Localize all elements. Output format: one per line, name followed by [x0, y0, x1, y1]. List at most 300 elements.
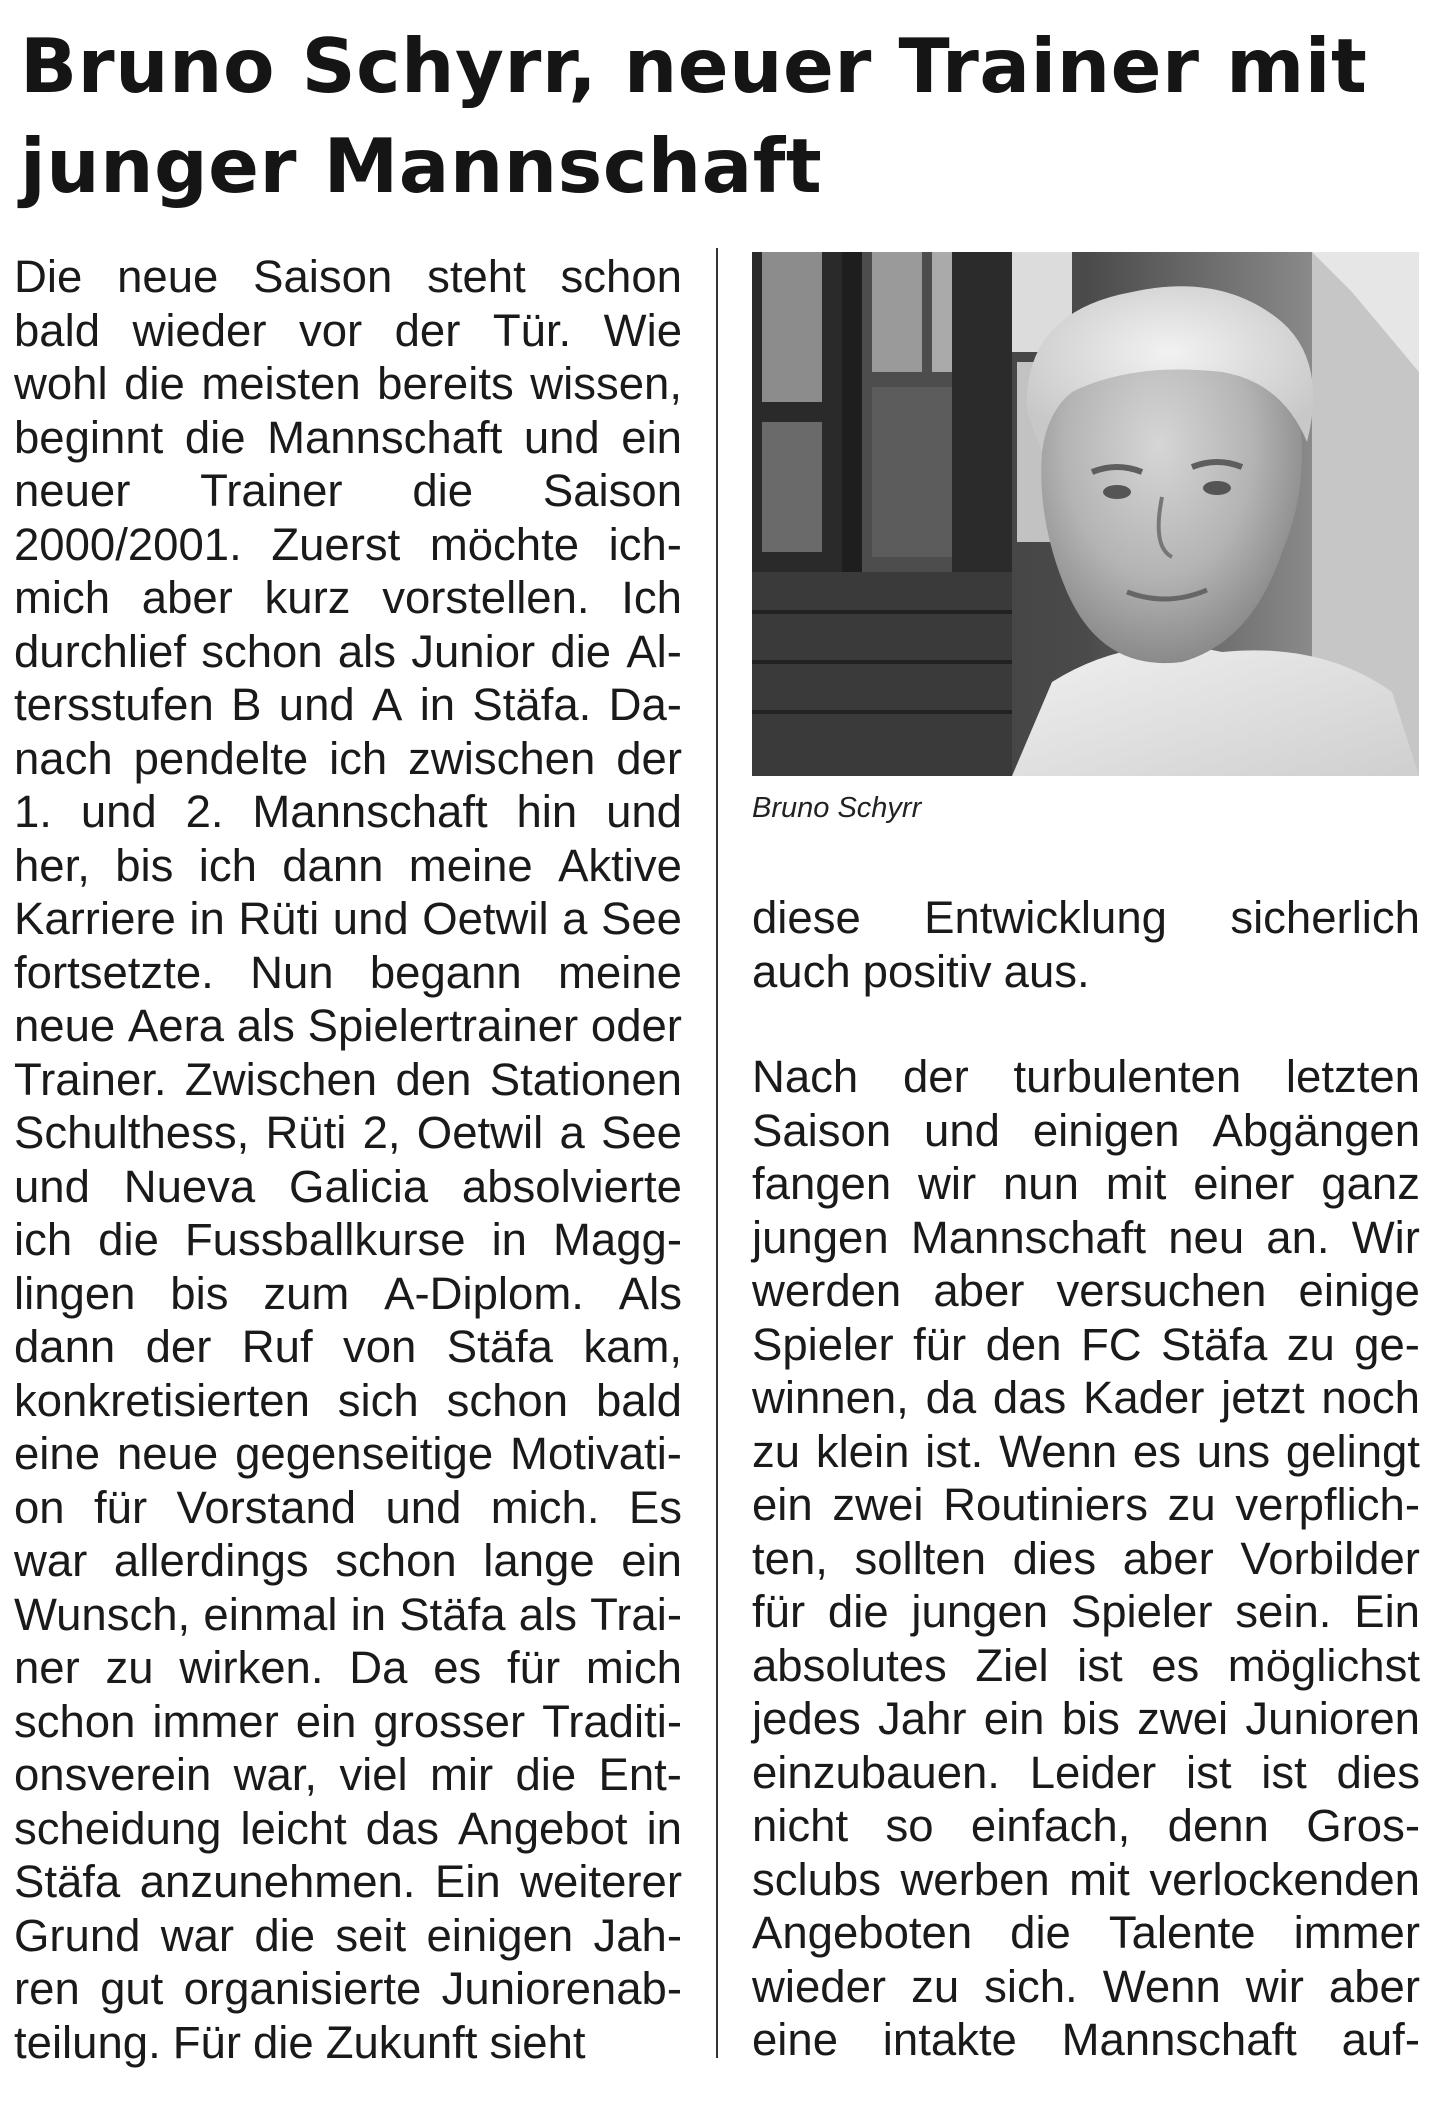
- word: a: [559, 1107, 585, 1158]
- photo-caption: Bruno Schyrr: [752, 792, 922, 824]
- text-line: [14, 518, 682, 572]
- word: Mannschaft: [910, 1211, 1147, 1263]
- word: von: [342, 1321, 417, 1372]
- text-line: [14, 1588, 682, 1642]
- word: 1.: [14, 786, 52, 837]
- word: mich.: [490, 1481, 600, 1533]
- word: immer: [1293, 1907, 1420, 1958]
- text-line: [14, 625, 682, 679]
- word: Ein: [1354, 1586, 1420, 1637]
- word: es: [433, 1642, 482, 1693]
- text-line: [14, 250, 682, 304]
- word: ich: [14, 1214, 73, 1265]
- word: Traditi-: [542, 1695, 682, 1747]
- word: Kader: [1083, 1372, 1205, 1423]
- word: und: [14, 1160, 90, 1212]
- word: Für: [172, 2016, 241, 2068]
- article-headline: [20, 16, 1430, 216]
- word: lingen: [14, 1267, 136, 1319]
- text-line: [14, 1053, 682, 1107]
- word: Saison: [542, 465, 682, 516]
- word: und: [278, 679, 355, 730]
- text-line: [14, 304, 682, 358]
- word: nun: [1002, 1158, 1079, 1209]
- word: Saison: [253, 251, 393, 302]
- word: Wenn: [999, 1425, 1118, 1477]
- word: war: [160, 1909, 235, 1961]
- word: Fussballkurse: [184, 1214, 466, 1265]
- word: fangen: [752, 1158, 892, 1209]
- text-line: [14, 839, 682, 893]
- word: und: [332, 893, 409, 944]
- word: Juniorenab-: [441, 1963, 682, 2014]
- word: der: [902, 1051, 969, 1102]
- word: jetzt: [1221, 1372, 1305, 1423]
- word: weiterer: [520, 1856, 682, 1907]
- word: für: [94, 1481, 148, 1533]
- word: Trainer: [200, 465, 343, 516]
- word: schon: [14, 1695, 136, 1747]
- word: bis: [115, 839, 174, 891]
- text-line: [14, 1213, 682, 1267]
- text-line: [752, 1853, 1420, 1907]
- word: Ruf: [241, 1321, 313, 1372]
- word: Gros-: [1306, 1800, 1420, 1851]
- text-line: [14, 1641, 682, 1695]
- word: Trai-: [590, 1588, 682, 1640]
- word: und: [606, 786, 682, 837]
- word: hin: [516, 786, 578, 837]
- word: immer: [152, 1695, 279, 1747]
- word: dann: [14, 1321, 116, 1372]
- text-line: [14, 732, 682, 786]
- word: teilung.: [14, 2016, 161, 2068]
- word: möglichst: [1227, 1639, 1420, 1691]
- word: mich: [585, 1642, 682, 1693]
- word: klein: [815, 1425, 910, 1477]
- word: Routiniers: [943, 1479, 1148, 1530]
- word: Als: [618, 1267, 682, 1319]
- text-line: [14, 464, 682, 518]
- text-line: [752, 1478, 1420, 1532]
- word: Wie: [603, 304, 682, 356]
- text-line: [752, 1050, 1420, 1104]
- word: das: [992, 1372, 1067, 1423]
- word: der: [616, 732, 682, 784]
- word: der: [394, 304, 461, 356]
- word: Zwischen: [184, 1053, 378, 1105]
- word: der: [145, 1321, 212, 1372]
- word: Grund: [14, 1909, 141, 1961]
- text-line: [752, 1425, 1420, 1479]
- word: aus.: [1003, 945, 1090, 997]
- word: war,: [233, 1749, 318, 1800]
- word: einmal: [203, 1588, 338, 1640]
- word: wissen,: [530, 358, 682, 409]
- word: Spielertrainer: [307, 1000, 579, 1051]
- word: meisten: [201, 358, 361, 409]
- word: kurz: [264, 572, 351, 623]
- word: bis: [1061, 1693, 1120, 1744]
- word: ren: [14, 1963, 80, 2014]
- word: oder: [590, 1000, 682, 1051]
- word: so: [885, 1800, 934, 1851]
- word: für: [507, 1642, 561, 1693]
- text-line: [14, 1374, 682, 1428]
- word: da: [925, 1372, 977, 1423]
- word: mit: [1069, 1853, 1130, 1905]
- word: dies: [1012, 1532, 1097, 1584]
- word: ein: [752, 1479, 813, 1530]
- word: sich: [337, 1374, 419, 1426]
- text-line: [14, 571, 682, 625]
- word: ich: [198, 839, 257, 891]
- word: es: [1151, 1639, 1200, 1691]
- word: Schulthess,: [14, 1107, 250, 1158]
- text-line: [14, 357, 682, 411]
- word: lange: [483, 1535, 595, 1586]
- word: meine: [558, 946, 682, 998]
- word: ich: [329, 732, 388, 784]
- word: auch: [752, 945, 851, 997]
- word: und: [80, 786, 157, 837]
- word: intakte: [882, 2014, 1017, 2065]
- text-line: [14, 1320, 682, 1374]
- word: die: [184, 411, 246, 463]
- word: Tür.: [492, 304, 572, 356]
- word: in: [646, 1802, 682, 1854]
- word: die: [827, 1586, 889, 1637]
- word: Es: [628, 1481, 682, 1533]
- word: die: [252, 2016, 314, 2068]
- text-line: [14, 1160, 682, 1214]
- word: Stäfa: [399, 1588, 506, 1640]
- text-line: [14, 785, 682, 839]
- word: zu: [752, 1425, 801, 1477]
- word: eine: [14, 1428, 101, 1479]
- word: Entwicklung: [924, 892, 1167, 943]
- word: Vorstand: [176, 1481, 357, 1533]
- text-line: [752, 1104, 1420, 1158]
- word: Karriere: [14, 893, 176, 944]
- word: begann: [369, 946, 522, 998]
- text-line: [752, 945, 1420, 999]
- word: Junioren: [1245, 1693, 1420, 1744]
- word: pendelte: [133, 732, 309, 784]
- word: Oetwil: [422, 893, 549, 944]
- text-line: [14, 2016, 682, 2070]
- word: aber: [1328, 1960, 1420, 2012]
- word: Da: [349, 1642, 408, 1693]
- word: absolvierte: [461, 1160, 682, 1212]
- text-line: [14, 1267, 682, 1321]
- word: als: [337, 625, 397, 677]
- word: neu: [1168, 1211, 1245, 1263]
- word: zu: [105, 1642, 154, 1693]
- word: on: [14, 1481, 65, 1533]
- word: Talente: [1108, 1907, 1256, 1958]
- word: eine: [752, 2014, 839, 2065]
- text-line: [752, 1318, 1420, 1372]
- word: kam,: [583, 1321, 682, 1372]
- word: Junior: [411, 625, 536, 677]
- word: das: [365, 1802, 440, 1854]
- word: die: [550, 625, 612, 677]
- word: ein: [621, 1535, 682, 1586]
- text-line: [752, 1906, 1420, 1960]
- word: Ein: [434, 1856, 501, 1907]
- word: bis: [170, 1267, 229, 1319]
- word: wir: [918, 1158, 977, 1209]
- word: anzunehmen.: [139, 1856, 416, 1907]
- word: Rüti: [238, 893, 320, 944]
- word: und: [523, 411, 600, 463]
- word: werben: [900, 1853, 1050, 1905]
- text-line: [14, 1534, 682, 1588]
- word: aber: [141, 572, 233, 623]
- word: turbulenten: [1013, 1051, 1242, 1102]
- word: schon: [446, 1374, 569, 1426]
- word: ten,: [752, 1532, 828, 1584]
- text-line: [752, 2013, 1420, 2067]
- word: möchte: [429, 518, 580, 570]
- text-line: [14, 1855, 682, 1909]
- text-line: [14, 1748, 682, 1802]
- word: Nueva: [123, 1160, 256, 1212]
- headline-line: Bruno Schyrr, neuer Trainer mit: [20, 22, 1368, 110]
- word: Motivati-: [510, 1428, 682, 1479]
- word: ein: [983, 1693, 1045, 1744]
- text-line: [14, 1106, 682, 1160]
- word: ist.: [925, 1425, 984, 1477]
- word: mir: [429, 1749, 494, 1800]
- word: diese: [752, 892, 861, 943]
- word: bereits: [377, 358, 514, 409]
- word: Ziel: [975, 1639, 1049, 1691]
- word: gut: [100, 1963, 164, 2014]
- text-line: [14, 678, 682, 732]
- word: beginnt: [14, 411, 164, 463]
- word: FC: [1080, 1318, 1142, 1370]
- word: schon: [201, 625, 323, 677]
- word: den: [985, 1318, 1062, 1370]
- word: Stäfa: [14, 1856, 121, 1907]
- word: an.: [1266, 1211, 1330, 1263]
- word: ist: [1185, 1746, 1232, 1798]
- text-line: [752, 1211, 1420, 1265]
- word: her,: [14, 839, 90, 891]
- word: war: [14, 1535, 88, 1586]
- word: in: [350, 1588, 387, 1640]
- word: Stäfa: [1161, 1318, 1268, 1370]
- text-line: [752, 1639, 1420, 1693]
- word: Mannschaft: [267, 411, 503, 463]
- word: wohl: [14, 358, 108, 409]
- word: gelingt: [1285, 1425, 1420, 1477]
- text-line: [14, 1962, 682, 2016]
- word: die: [1010, 1907, 1071, 1958]
- word: leicht: [240, 1802, 347, 1854]
- text-line: [752, 891, 1420, 945]
- word: 2000/2001.: [14, 518, 242, 570]
- word: noch: [1321, 1372, 1420, 1423]
- word: wieder: [132, 304, 267, 356]
- text-line: [14, 1427, 682, 1481]
- word: Mannschaft: [252, 786, 488, 837]
- word: a: [562, 893, 588, 944]
- text-line: [752, 1585, 1420, 1639]
- text-line: [14, 1481, 682, 1535]
- word: Angebot: [458, 1802, 628, 1854]
- word: Abgängen: [1212, 1104, 1420, 1156]
- word: vorstellen.: [382, 572, 590, 623]
- word: jungen: [752, 1211, 889, 1263]
- word: Wenn: [1102, 1960, 1221, 2012]
- word: mich: [14, 572, 111, 623]
- word: jungen: [911, 1586, 1049, 1637]
- portrait-photo: [752, 252, 1419, 776]
- word: winnen,: [752, 1372, 909, 1423]
- word: grosser: [373, 1695, 526, 1747]
- word: scheidung: [14, 1802, 222, 1854]
- word: die: [98, 1214, 159, 1265]
- word: Zuerst: [271, 518, 401, 570]
- text-line: [14, 411, 682, 465]
- word: ein: [621, 411, 682, 463]
- word: Ent-: [598, 1749, 682, 1800]
- word: aber: [933, 1265, 1025, 1316]
- word: ich-: [608, 518, 682, 570]
- word: denn: [1167, 1800, 1269, 1851]
- word: konkretisierten: [14, 1374, 310, 1426]
- word: Stäfa.: [472, 679, 592, 730]
- word: wieder: [752, 1960, 887, 2012]
- word: Rüti: [265, 1107, 347, 1158]
- word: die: [412, 465, 474, 516]
- word: ein: [295, 1695, 357, 1747]
- word: Al-: [626, 625, 682, 677]
- word: positiv: [862, 945, 992, 997]
- headline-line: junger Mannschaft: [20, 122, 823, 210]
- word: ner: [14, 1642, 80, 1693]
- word: die: [254, 1909, 316, 1961]
- word: schon: [335, 1535, 457, 1586]
- word: ganz: [1321, 1158, 1420, 1209]
- word: Nun: [250, 946, 334, 998]
- word: neue: [14, 1000, 116, 1051]
- word: organisierte: [183, 1963, 422, 2014]
- word: sollten: [854, 1532, 987, 1584]
- word: gegenseitige: [235, 1428, 494, 1479]
- word: Spieler: [752, 1318, 894, 1370]
- word: Saison: [752, 1104, 892, 1156]
- word: werden: [752, 1265, 902, 1316]
- word: 2.: [185, 786, 224, 837]
- text-line: [14, 892, 682, 946]
- word: die: [124, 358, 185, 409]
- word: Wunsch,: [14, 1588, 191, 1640]
- word: in: [189, 893, 225, 944]
- portrait-photo-image: [752, 252, 1419, 776]
- word: einigen: [1032, 1104, 1180, 1156]
- text-line: [14, 946, 682, 1000]
- word: verpflich-: [1235, 1479, 1420, 1530]
- left-text-column: [14, 250, 682, 2069]
- word: letzten: [1285, 1051, 1420, 1102]
- right-text-column-top: [752, 891, 1420, 998]
- word: Da-: [608, 679, 682, 730]
- word: fortsetzte.: [14, 946, 214, 998]
- word: Stationen: [489, 1053, 682, 1105]
- word: absolutes: [752, 1639, 947, 1691]
- text-line: [14, 999, 682, 1053]
- text-line: [752, 1746, 1420, 1800]
- word: neuer: [14, 465, 131, 516]
- word: Die: [14, 251, 83, 302]
- word: zum: [263, 1267, 350, 1319]
- word: wirken.: [179, 1642, 324, 1693]
- word: bald: [595, 1374, 682, 1426]
- text-line: [752, 1371, 1420, 1425]
- word: Ich: [621, 572, 682, 623]
- word: zu: [1286, 1318, 1335, 1370]
- word: onsverein: [14, 1749, 212, 1800]
- word: einfach,: [970, 1800, 1131, 1851]
- word: Mannschaft: [1061, 2014, 1297, 2065]
- text-line: [14, 1695, 682, 1749]
- word: es: [1132, 1425, 1181, 1477]
- word: sein.: [1235, 1586, 1332, 1637]
- text-line: [14, 1909, 682, 1963]
- word: für: [752, 1586, 806, 1637]
- word: dies: [1336, 1746, 1420, 1798]
- word: schon: [560, 251, 682, 302]
- word: sicherlich: [1230, 892, 1420, 943]
- word: nach: [14, 732, 113, 784]
- word: für: [913, 1318, 967, 1370]
- word: aber: [1122, 1532, 1214, 1584]
- word: bald: [14, 304, 101, 356]
- word: ist: [1261, 1746, 1307, 1798]
- word: einer: [1193, 1158, 1295, 1209]
- word: Nach: [752, 1051, 859, 1102]
- word: Trainer.: [14, 1053, 167, 1105]
- word: Angeboten: [752, 1907, 973, 1958]
- word: B: [231, 679, 262, 730]
- word: einige: [1298, 1265, 1420, 1316]
- text-line: [14, 1802, 682, 1856]
- word: als: [236, 1000, 295, 1051]
- word: A: [372, 679, 403, 730]
- word: Stäfa: [446, 1321, 553, 1372]
- word: als: [518, 1588, 577, 1640]
- word: steht: [427, 251, 526, 302]
- word: Zukunft: [325, 2016, 478, 2068]
- word: zwei: [1137, 1693, 1229, 1744]
- word: Galicia: [289, 1160, 429, 1212]
- word: dann: [282, 839, 384, 891]
- word: tersstufen: [14, 679, 214, 730]
- word: Aktive: [558, 839, 682, 891]
- word: vor: [298, 304, 363, 356]
- word: allerdings: [113, 1535, 309, 1586]
- word: Aera: [127, 1000, 225, 1051]
- text-line: [752, 1692, 1420, 1746]
- word: Jahr: [878, 1693, 967, 1744]
- word: mit: [1105, 1158, 1167, 1209]
- word: Jah-: [593, 1909, 682, 1961]
- word: viel: [339, 1749, 408, 1800]
